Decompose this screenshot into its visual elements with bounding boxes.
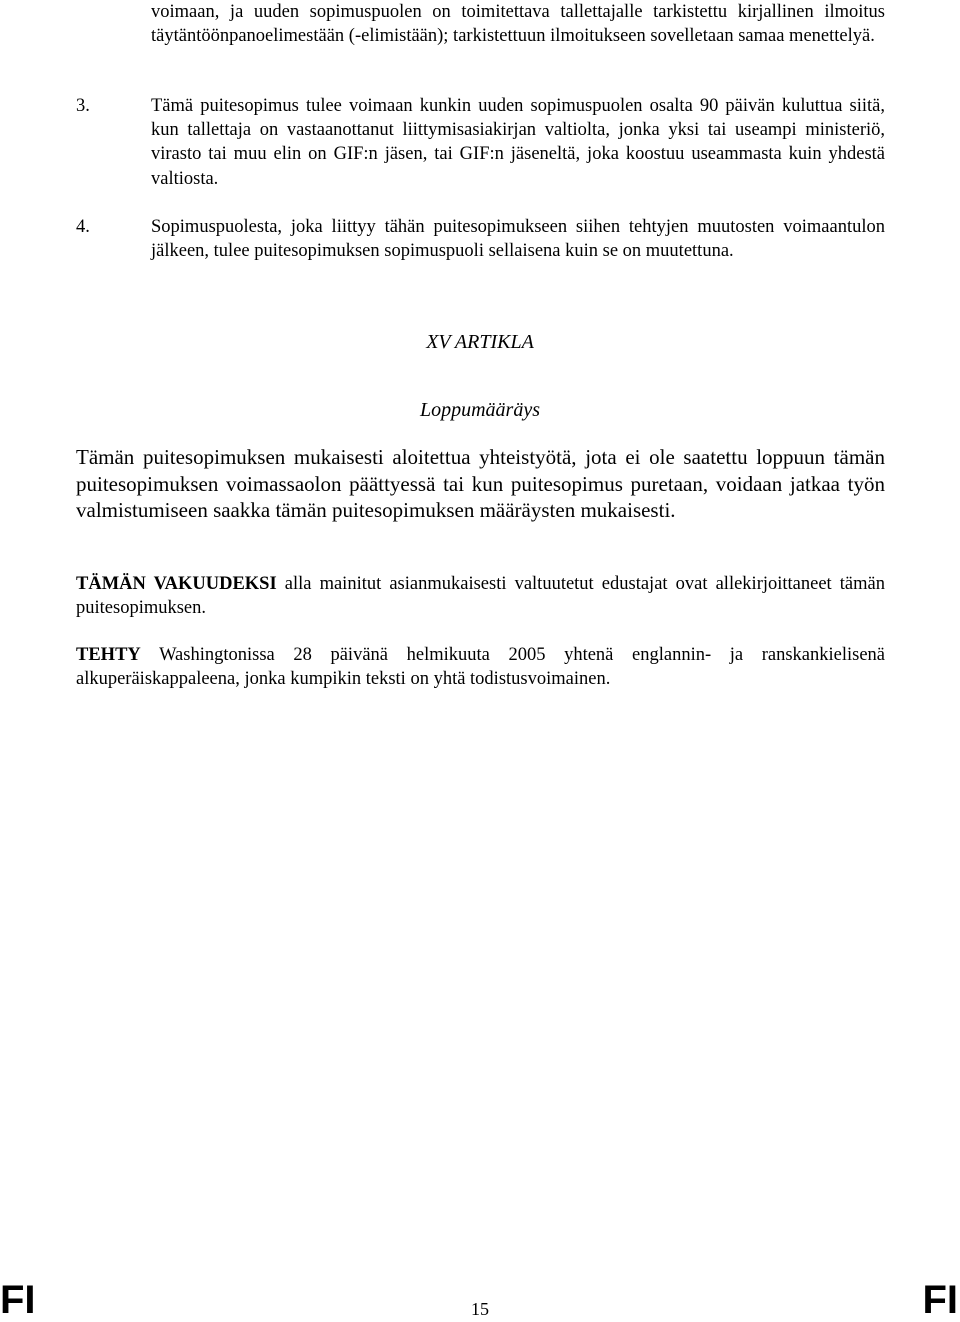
done-paragraph [76,643,885,691]
done-bold-phrase: TEHTY [76,645,141,665]
item-3-number: 3. [76,96,90,116]
page-number: 15 [471,1299,489,1319]
continuation-paragraph: voimaan, ja uuden sopimuspuolen on toimitettava tallettajalle tarkistettu kirjallinen ilmoitus täytäntöönpanoelimestään (-elimistään); tarkistettuun ilmoitukseen sovelletaan samaa menettelyä. [151,2,885,47]
footer-language-code-left: FI [0,1278,36,1322]
witness-paragraph [76,572,885,620]
footer-language-code-right: FI [922,1278,958,1322]
item-4-text: Sopimuspuolesta, joka liittyy tähän puitesopimukseen siihen tehtyjen muutosten voimaantulon jälkeen, tulee puitesopimuksen sopimuspuoli sellaisena kuin se on muutettuna. [151,217,885,262]
article-heading: XV ARTIKLA [426,331,534,353]
item-4-number: 4. [76,217,90,237]
article-subheading: Loppumääräys [419,399,540,421]
witness-bold-phrase: TÄMÄN VAKUUDEKSI [76,574,277,594]
article-body: Tämän puitesopimuksen mukaisesti aloitettua yhteistyötä, jota ei ole saatettu loppuun tämän puitesopimuksen voimassaolon päättyessä tai kun puitesopimus puretaan, voidaan jatkaa työn valmistumiseen saakka tämän puitesopimuksen määräysten mukaisesti. [76,445,885,522]
item-3-text: Tämä puitesopimus tulee voimaan kunkin uuden sopimuspuolen osalta 90 päivän kuluttua siitä, kun tallettaja on vastaanottanut liittymisasiakirjan valtiolta, jonka yksi tai useampi ministeriö, virasto tai muu elin on GIF:n jäsen, tai GIF:n jäseneltä, joka koostuu useammasta kuin yhdestä valtiosta. [151,96,885,189]
witness-text: alla mainitut asianmukaisesti valtuutetut edustajat ovat allekirjoittaneet tämän puitesopimuksen. [76,574,885,619]
done-text: Washingtonissa 28 päivänä helmikuuta 2005 yhtenä englannin- ja ranskankielisenä alkuperäiskappaleena, jonka kumpikin teksti on yhtä todistusvoimainen. [76,645,885,690]
